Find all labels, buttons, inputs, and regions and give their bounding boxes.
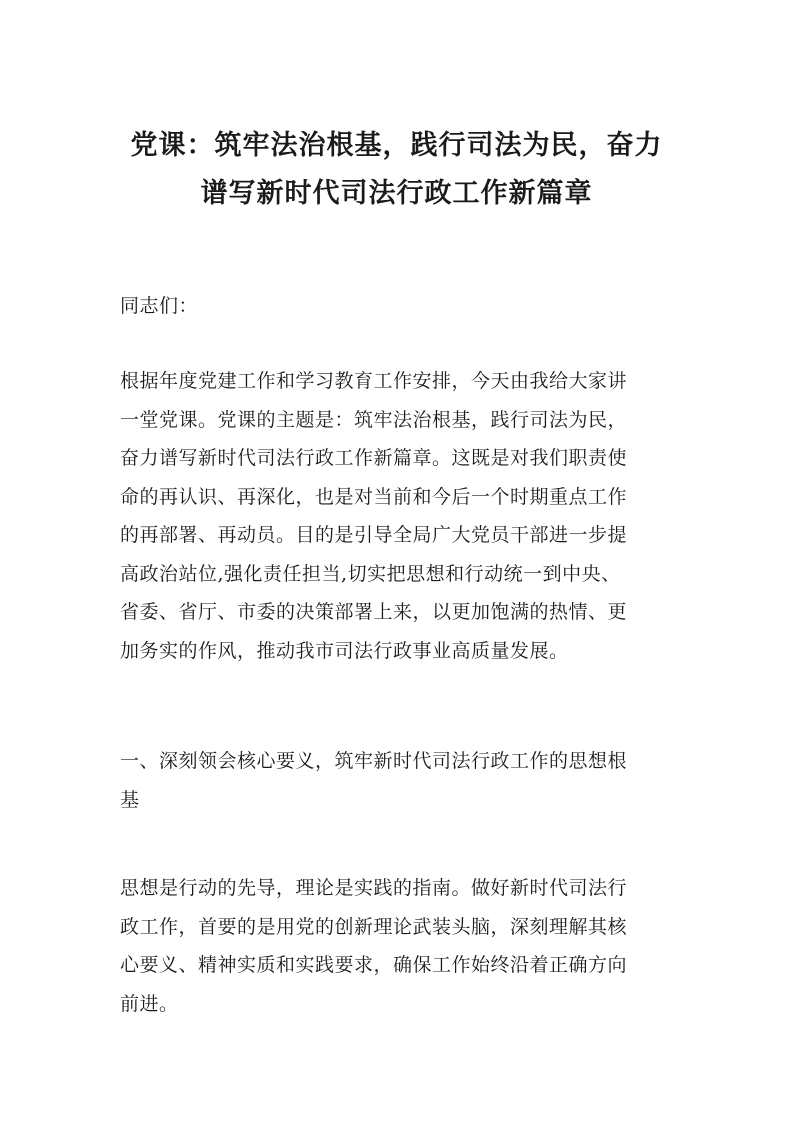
heading-line: 基 <box>120 788 140 811</box>
heading-line: 一、深刻领会核心要义，筑牢新时代司法行政工作的思想根 <box>120 750 628 772</box>
paragraph-line: 奋力谱写新时代司法行政工作新篇章。这既是对我们职责使 <box>120 447 628 469</box>
paragraph-intro <box>120 362 676 670</box>
greeting-line: 同志们： <box>120 295 199 317</box>
paragraph-line: 心要义、精神实质和实践要求，确保工作始终沿着正确方向 <box>120 954 628 976</box>
paragraph-line: 的再部署、再动员。目的是引导全局广大党员干部进一步提 <box>120 524 628 546</box>
document-title <box>100 122 693 218</box>
paragraph-section-1 <box>120 869 676 1023</box>
paragraph-line: 根据年度党建工作和学习教育工作安排，今天由我给大家讲 <box>120 370 628 392</box>
paragraph-line: 高政治站位,强化责任担当,切实把思想和行动统一到中央、 <box>120 562 621 585</box>
greeting <box>120 287 676 326</box>
paragraph-line: 命的再认识、再深化，也是对当前和今后一个时期重点工作 <box>120 485 628 508</box>
paragraph-line: 一堂党课。党课的主题是：筑牢法治根基，践行司法为民， <box>120 408 628 431</box>
paragraph-line: 前进。 <box>120 992 179 1015</box>
paragraph-line: 思想是行动的先导，理论是实践的指南。做好新时代司法行 <box>120 877 628 899</box>
title-line: 谱写新时代司法行政工作新篇章 <box>200 178 593 209</box>
paragraph-line: 加务实的作风，推动我市司法行政事业高质量发展。 <box>120 639 569 662</box>
paragraph-line: 政工作，首要的是用党的创新理论武装头脑，深刻理解其核 <box>120 915 628 938</box>
title-line: 党课：筑牢法治根基，践行司法为民，奋力 <box>130 130 663 161</box>
section-heading-1 <box>120 742 676 819</box>
paragraph-line: 省委、省厅、市委的决策部署上来，以更加饱满的热情、更 <box>120 601 628 623</box>
